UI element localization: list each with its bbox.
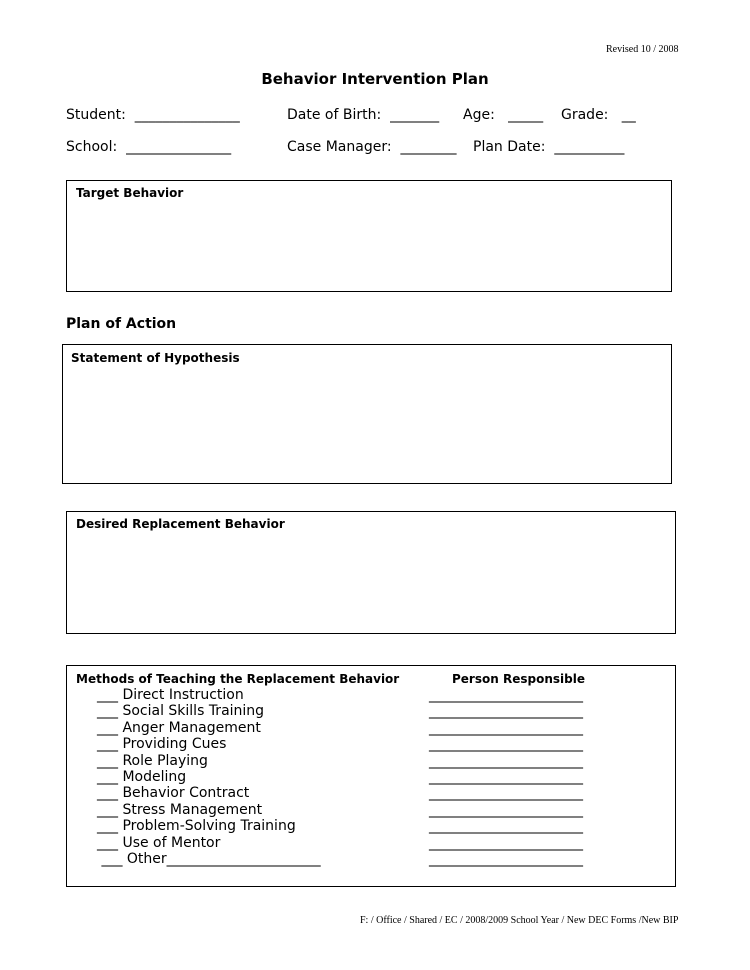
responsible-line[interactable]: ______________________ xyxy=(429,818,583,835)
responsible-line[interactable]: ______________________ xyxy=(429,769,583,786)
responsible-line[interactable]: ______________________ xyxy=(429,801,583,818)
target-behavior-box[interactable] xyxy=(66,180,672,292)
responsible-line[interactable]: ______________________ xyxy=(429,736,583,753)
dob-field[interactable]: Date of Birth: _______ xyxy=(287,107,440,123)
hypothesis-box[interactable] xyxy=(62,344,672,484)
hypothesis-label: Statement of Hypothesis xyxy=(71,351,240,365)
method-item[interactable]: ___ Problem-Solving Training xyxy=(97,818,296,835)
methods-list xyxy=(97,687,321,867)
methods-heading: Methods of Teaching the Replacement Behavior xyxy=(76,672,400,686)
responsible-line[interactable]: ______________________ xyxy=(429,851,583,868)
method-item[interactable]: ___ Use of Mentor xyxy=(97,834,221,851)
method-item[interactable]: ___ Other______________________ xyxy=(97,851,321,868)
method-item[interactable]: ___ Anger Management xyxy=(97,719,261,736)
footer-path: F: / Office / Shared / EC / 2008/2009 School Year / New DEC Forms /New BIP xyxy=(360,915,679,926)
method-item[interactable]: ___ Direct Instruction xyxy=(97,687,244,703)
method-item[interactable]: ___ Modeling xyxy=(97,769,187,786)
method-item[interactable]: ___ Providing Cues xyxy=(97,736,227,753)
plan-date-field[interactable]: Plan Date: __________ xyxy=(473,139,625,155)
age-field[interactable]: Age: _____ xyxy=(463,107,544,123)
page-title: Behavior Intervention Plan xyxy=(261,70,489,88)
method-item[interactable]: ___ Role Playing xyxy=(97,752,208,769)
method-item[interactable]: ___ Behavior Contract xyxy=(97,785,250,802)
responsible-lines xyxy=(429,687,583,867)
target-behavior-label: Target Behavior xyxy=(76,186,184,200)
student-field[interactable]: Student: _______________ xyxy=(66,107,240,123)
person-responsible-heading: Person Responsible xyxy=(452,672,585,686)
methods-box xyxy=(66,665,676,887)
revised-date: Revised 10 / 2008 xyxy=(606,44,679,55)
plan-of-action-heading: Plan of Action xyxy=(66,316,177,332)
grade-field[interactable]: Grade: __ xyxy=(561,107,636,123)
case-manager-field[interactable]: Case Manager: ________ xyxy=(287,139,457,155)
replacement-box[interactable] xyxy=(66,511,676,634)
school-line: _______________ xyxy=(117,139,232,155)
responsible-line[interactable]: ______________________ xyxy=(429,752,583,769)
responsible-line[interactable]: ______________________ xyxy=(429,834,583,851)
method-item[interactable]: ___ Stress Management xyxy=(97,801,263,818)
responsible-line[interactable]: ______________________ xyxy=(429,785,583,802)
responsible-line[interactable]: ______________________ xyxy=(429,687,583,703)
replacement-label: Desired Replacement Behavior xyxy=(76,517,285,531)
school-field[interactable] xyxy=(66,139,231,155)
method-item[interactable]: ___ Social Skills Training xyxy=(97,703,265,720)
responsible-line[interactable]: ______________________ xyxy=(429,703,583,720)
responsible-line[interactable]: ______________________ xyxy=(429,719,583,736)
school-label: School: xyxy=(66,139,118,155)
